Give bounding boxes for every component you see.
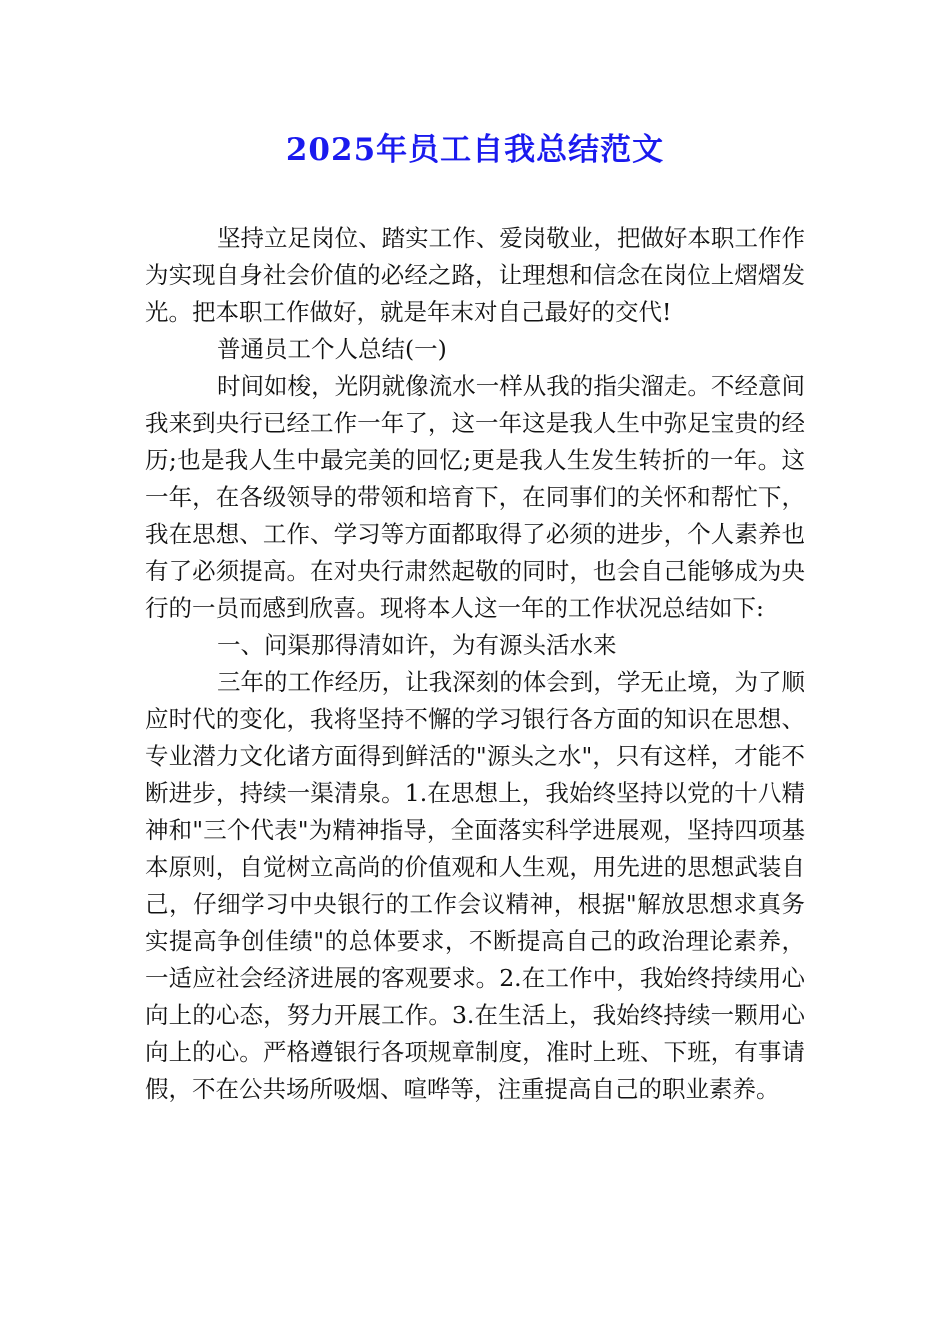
- document-body: [145, 220, 805, 1108]
- intro-paragraph: 坚持立足岗位、踏实工作、爱岗敬业，把做好本职工作作为实现自身社会价值的必经之路，让理想和信念在岗位上熠熠发光。把本职工作做好，就是年末对自己最好的交代!: [145, 224, 805, 326]
- section-heading-summary-one: 普通员工个人总结(一): [217, 335, 447, 363]
- body-paragraph: 时间如梭，光阴就像流水一样从我的指尖溜走。不经意间我来到央行已经工作一年了，这一年这是我人生中弥足宝贵的经历;也是我人生中最完美的回忆;更是我人生发生转折的一年。这一年，在各级领导的带领和培育下，在同事们的关怀和帮忙下，我在思想、工作、学习等方面都取得了必须的进步，个人素养也有了必须提高。在对央行肃然起敬的同时，也会自己能够成为央行的一员而感到欣喜。现将本人这一年的工作状况总结如下:: [145, 372, 805, 622]
- section-heading-one: 一、问渠那得清如许，为有源头活水来: [217, 631, 617, 659]
- document-title: 2025年员工自我总结范文: [285, 132, 665, 168]
- body-paragraph: 三年的工作经历，让我深刻的体会到，学无止境，为了顺应时代的变化，我将坚持不懈的学习银行各方面的知识在思想、专业潜力文化诸方面得到鲜活的"源头之水"，只有这样，才能不断进步，持续一渠清泉。1.在思想上，我始终坚持以党的十八精神和"三个代表"为精神指导，全面落实科学进展观，坚持四项基本原则，自觉树立高尚的价值观和人生观，用先进的思想武装自己，仔细学习中央银行的工作会议精神，根据"解放思想求真务实提高争创佳绩"的总体要求，不断提高自己的政治理论素养，一适应社会经济进展的客观要求。2.在工作中，我始终持续用心向上的心态，努力开展工作。3.在生活上，我始终持续一颗用心向上的心。严格遵银行各项规章制度，准时上班、下班，有事请假，不在公共场所吸烟、喧哗等，注重提高自己的职业素养。: [145, 668, 805, 1103]
